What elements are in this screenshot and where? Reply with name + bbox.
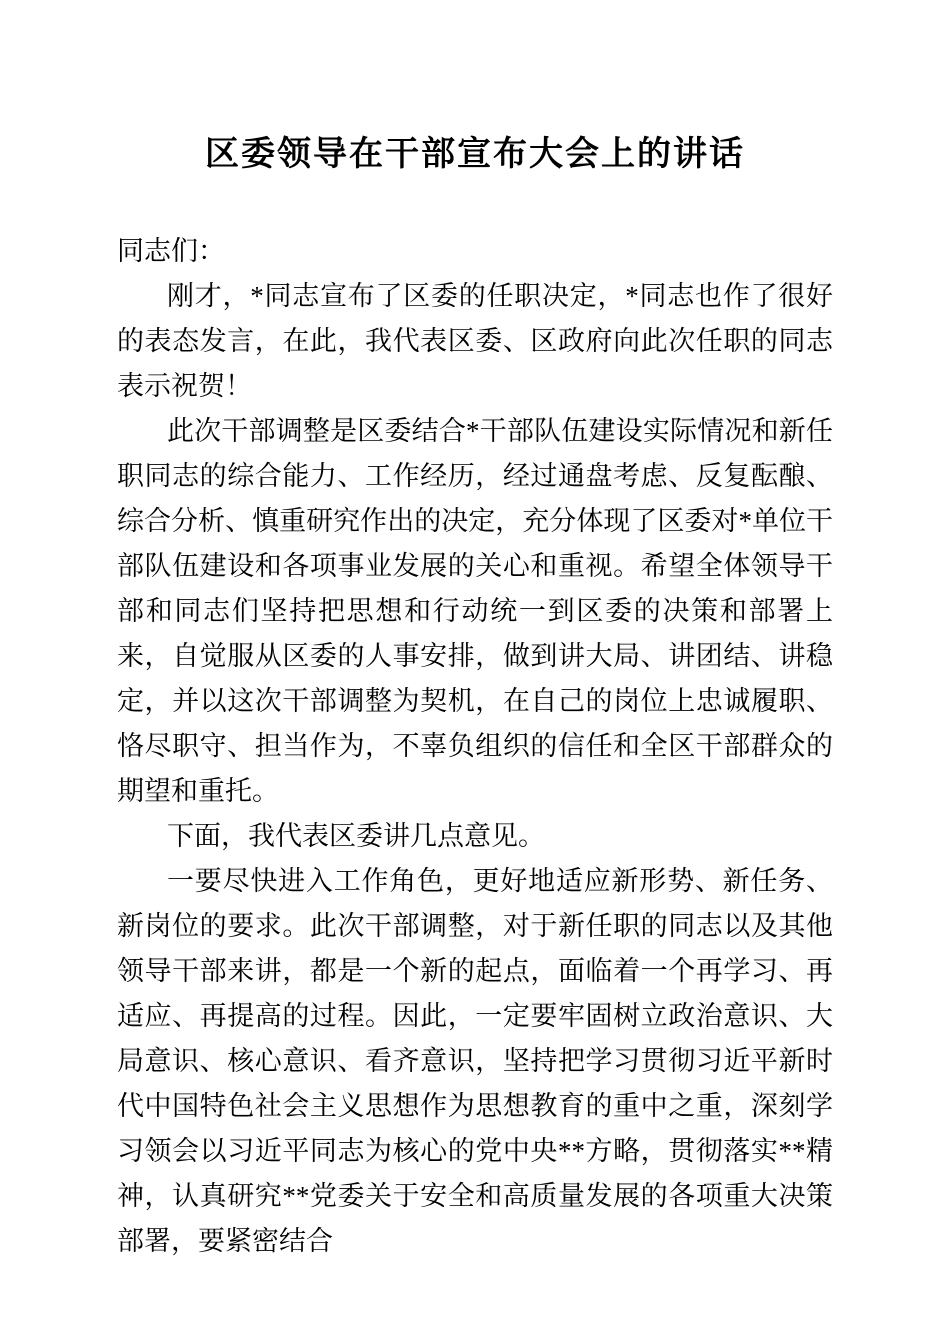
paragraph: 一要尽快进入工作角色，更好地适应新形势、新任务、新岗位的要求。此次干部调整，对于新任职的同志以及其他领导干部来讲，都是一个新的起点，面临着一个再学习、再适应、再提高的过程。因此，一定要牢固树立政治意识、大局意识、核心意识、看齐意识，坚持把学习贯彻习近平新时代中国特色社会主义思想作为思想教育的重中之重，深刻学习领会以习近平同志为核心的党中央**方略，贯彻落实**精神，认真研究**党委关于安全和高质量发展的各项重大决策部署，要紧密结合 xyxy=(117,866,833,1256)
salutation-paragraph: 同志们： xyxy=(117,236,225,266)
document-body xyxy=(117,229,833,1264)
document-title: 区委领导在干部宣布大会上的讲话 xyxy=(205,136,745,173)
paragraph: 刚才，*同志宣布了区委的任职决定，*同志也作了很好的表态发言，在此，我代表区委、区政府向此次任职的同志表示祝贺！ xyxy=(117,281,833,401)
paragraph: 下面，我代表区委讲几点意见。 xyxy=(167,821,545,851)
paragraph: 此次干部调整是区委结合*干部队伍建设实际情况和新任职同志的综合能力、工作经历，经过通盘考虑、反复酝酿、综合分析、慎重研究作出的决定，充分体现了区委对*单位干部队伍建设和各项事业发展的关心和重视。希望全体领导干部和同志们坚持把思想和行动统一到区委的决策和部署上来，自觉服从区委的人事安排，做到讲大局、讲团结、讲稳定，并以这次干部调整为契机，在自己的岗位上忠诚履职、恪尽职守、担当作为，不辜负组织的信任和全区干部群众的期望和重托。 xyxy=(117,416,833,806)
